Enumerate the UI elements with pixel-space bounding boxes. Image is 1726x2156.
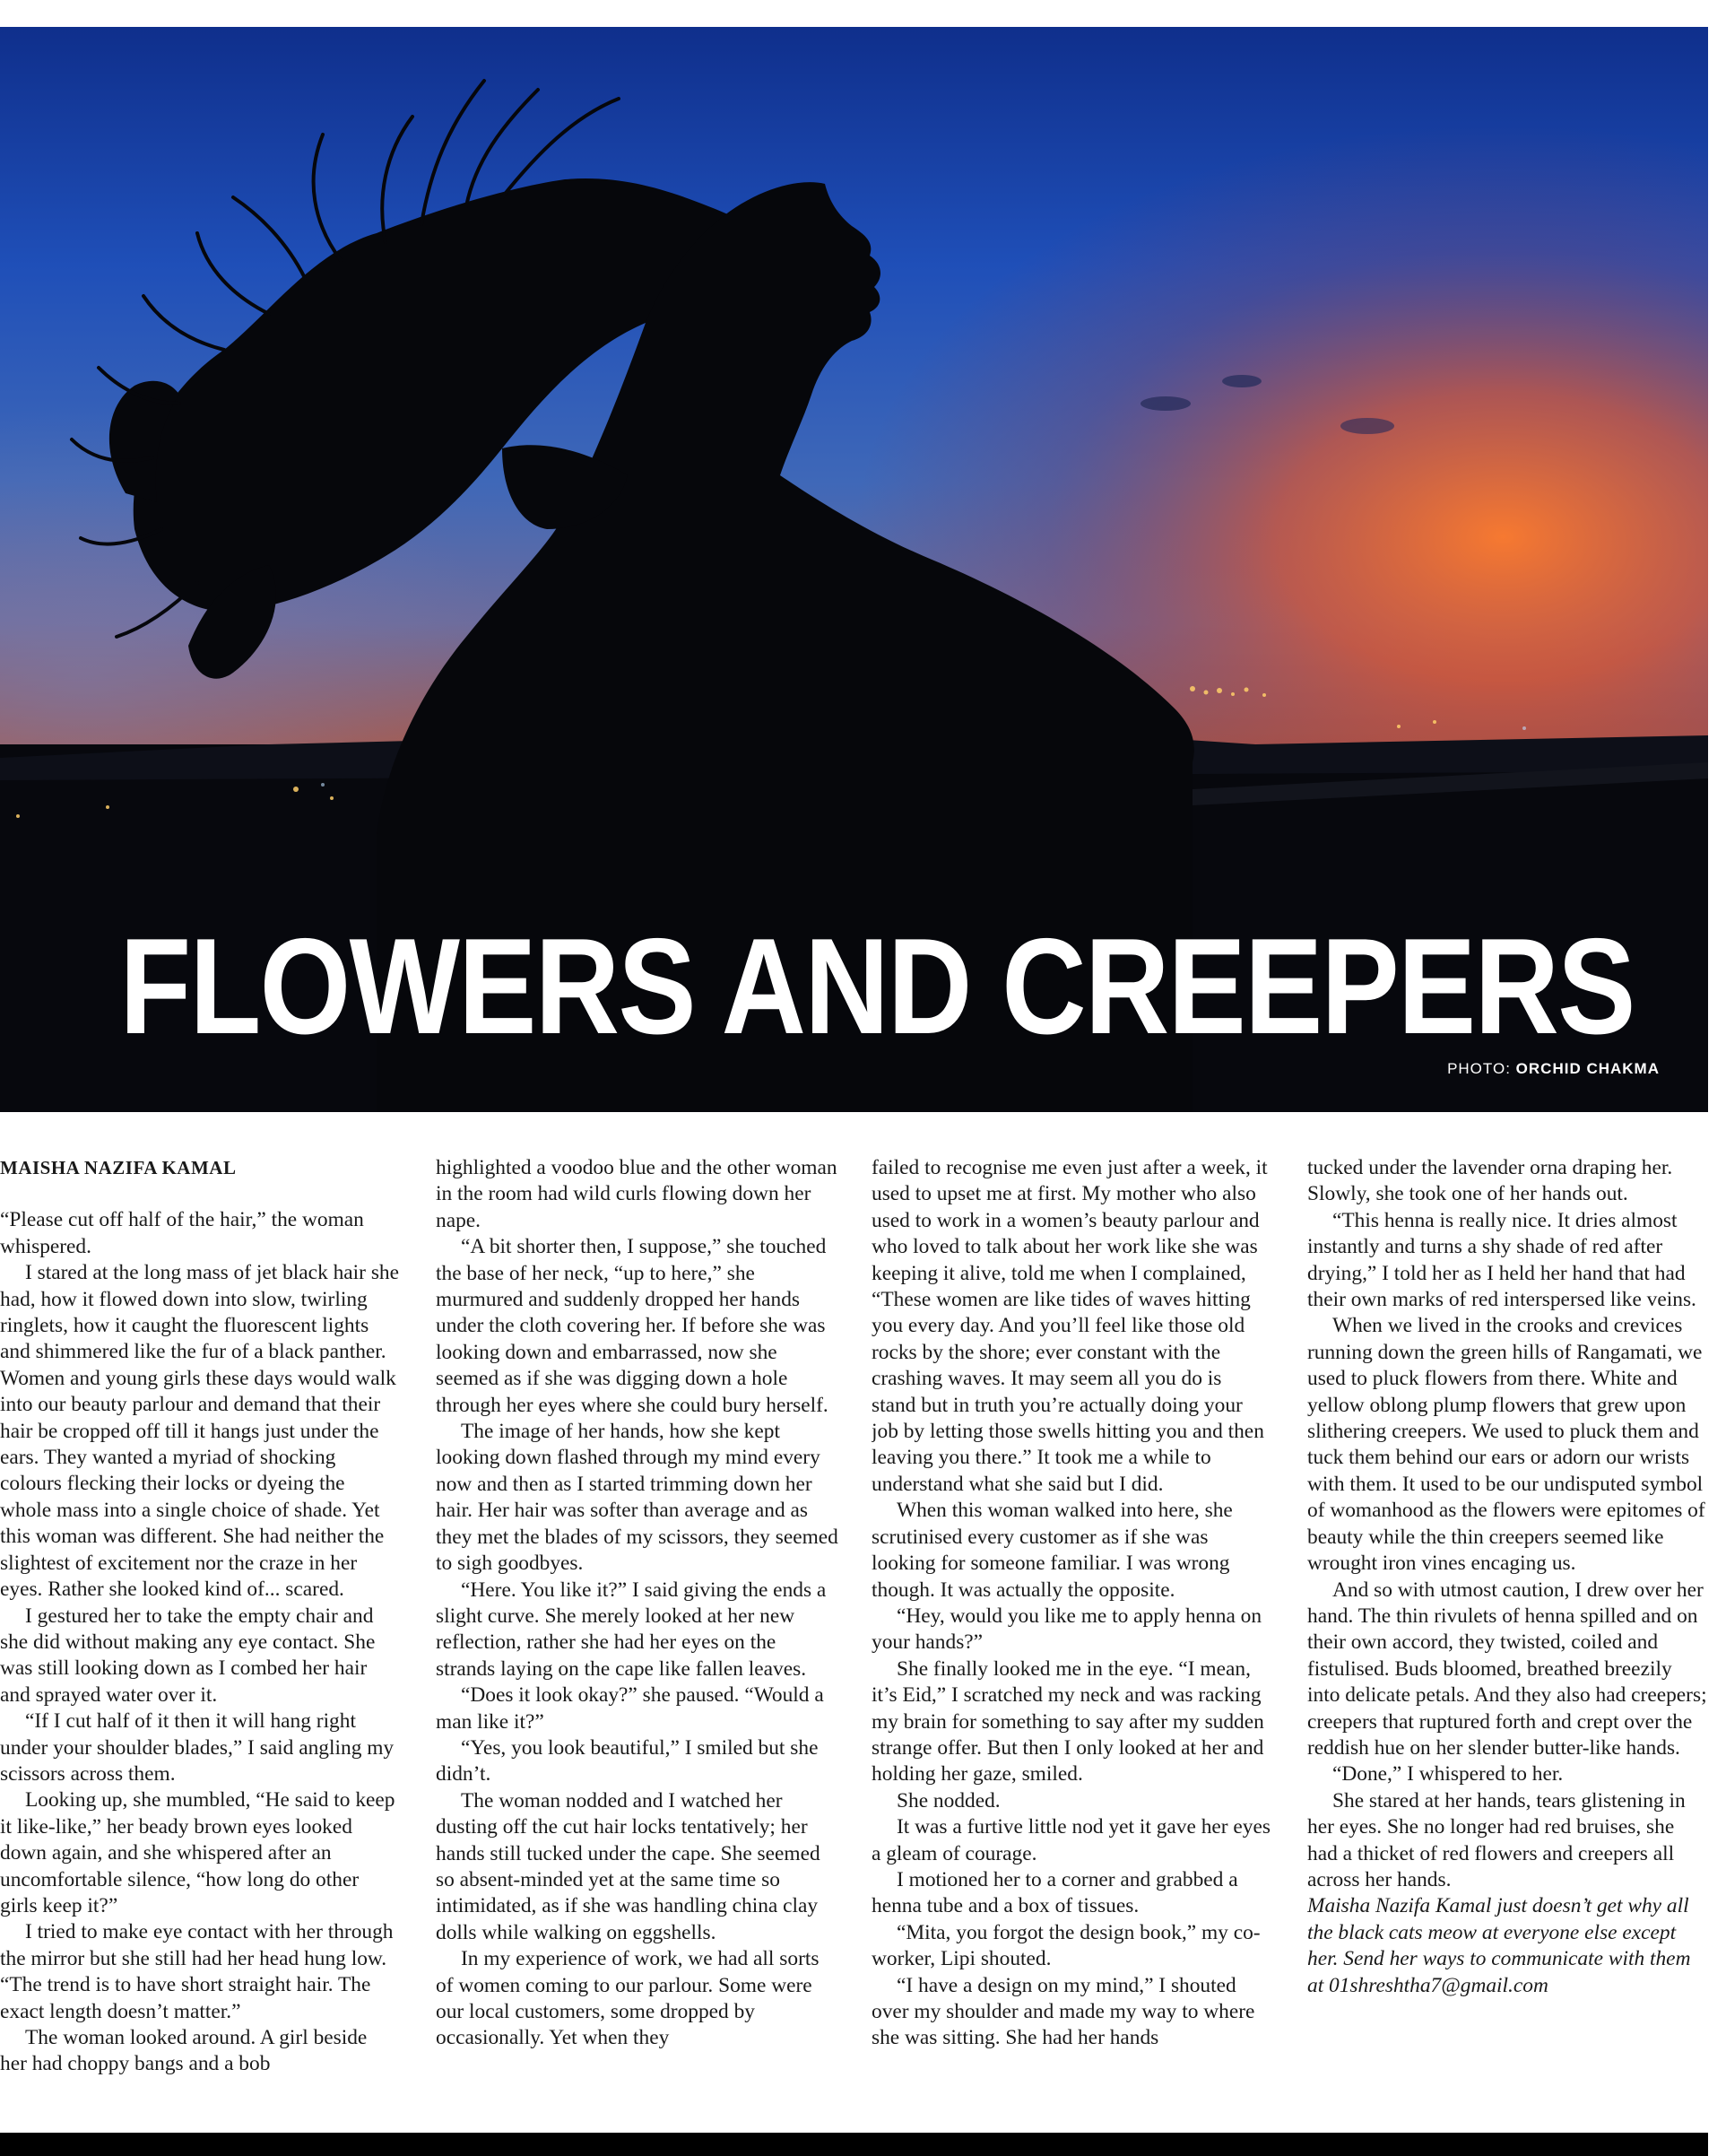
paragraph: When this woman walked into here, she scrutinised every customer as if she was looking for someone familiar. I was wrong though. It was actually the opposite. xyxy=(872,1499,1233,1602)
headline: FLOWERS AND CREEPERS xyxy=(119,910,1635,1063)
paragraph: tucked under the lavender orna draping her. Slowly, she took one of her hands out. xyxy=(1307,1156,1673,1206)
paragraph: “A bit shorter then, I suppose,” she touched the base of her neck, “up to here,” she murmured and suddenly dropped her hands under the cloth covering her. If before she was looking down and embarrassed, now she seemed as if she was digging down a hole through her eyes where she could bury herself. xyxy=(436,1235,828,1417)
paragraph: “Yes, you look beautiful,” I smiled but she didn’t. xyxy=(436,1735,819,1787)
photo-credit xyxy=(1447,1060,1660,1078)
paragraph: I tried to make eye contact with her through the mirror but she still had her head hung low. “The trend is to have short straight hair. The exact length doesn’t matter.” xyxy=(0,1920,394,2023)
paragraph: I gestured her to take the empty chair and she did without making any eye contact. She was still looking down as I combed her hair and sprayed water over it. xyxy=(0,1604,376,1707)
paragraph: “Done,” I whispered to her. xyxy=(1332,1762,1564,1787)
paragraph: I stared at the long mass of jet black hair she had, how it flowed down into slow, twirling ringlets, how it caught the fluorescent lights and shimmered like the fur of a black panther. Women and young girls these days would walk into our beauty parlour and demand that their hair be cropped off till it hangs just under the ears. They wanted a myriad of shocking colours flecking their locks or dyeing the whole mass into a single choice of shade. Yet this woman was different. She had neither the slightest of excitement nor the craze in her eyes. Rather she looked kind of... scared. xyxy=(0,1261,399,1602)
paragraph: I motioned her to a corner and grabbed a henna tube and a box of tissues. xyxy=(872,1867,1238,1918)
paragraph: “Does it look okay?” she paused. “Would a man like it?” xyxy=(436,1683,824,1734)
paragraph: She nodded. xyxy=(897,1788,1001,1813)
paragraph: The woman looked around. A girl beside her had choppy bangs and a bob xyxy=(0,2026,368,2076)
hero-photo xyxy=(0,27,1708,1112)
photo-credit-name: ORCHID CHAKMA xyxy=(1515,1060,1660,1077)
article-column-1 xyxy=(0,1155,399,2133)
paragraph: She stared at her hands, tears glistening in her eyes. She no longer had red bruises, she had a thicket of red flowers and creepers all across her hands. xyxy=(1307,1788,1686,1891)
paragraph: “Here. You like it?” I said giving the ends a slight curve. She merely looked at her new reflection, rather she had her eyes on the strands laying on the cape like fallen leaves. xyxy=(436,1578,827,1681)
page-right-margin xyxy=(1708,0,1726,2156)
paragraph: And so with utmost caution, I drew over her hand. The thin rivulets of henna spilled and on their own accord, they twisted, coiled and fistulised. Buds bloomed, breathed breezily into delicate petals. And they also had creepers; creepers that ruptured forth and crept over the reddish hue on her slender butter-like hands. xyxy=(1307,1578,1707,1760)
paragraph: The woman nodded and I watched her dusting off the cut hair locks tentatively; her hands still tucked under the cape. She seemed so absent-minded yet at the same time so intimidated, as if she was handling china clay dolls while walking on eggshells. xyxy=(436,1788,820,1944)
page-bottom-border xyxy=(0,2133,1726,2156)
paragraph: “Hey, would you like me to apply henna on your hands?” xyxy=(872,1604,1262,1655)
paragraph: “I have a design on my mind,” I shouted over my shoulder and made my way to where she was sitting. She had her hands xyxy=(872,1973,1255,2050)
paragraph: “Please cut off half of the hair,” the woman whispered. xyxy=(0,1208,364,1258)
paragraph: In my experience of work, we had all sorts of women coming to our parlour. Some were our local customers, some dropped by occasionally. Yet when they xyxy=(436,1947,820,2050)
article-column-3 xyxy=(872,1155,1271,2133)
paragraph: Looking up, she mumbled, “He said to keep it like-like,” her beady brown eyes looked down again, and she whispered after an uncomfortable silence, “how long do other girls keep it?” xyxy=(0,1788,395,1917)
photo-credit-label: PHOTO: xyxy=(1447,1060,1511,1077)
article-column-4 xyxy=(1307,1155,1708,2133)
paragraph: It was a furtive little nod yet it gave her eyes a gleam of courage. xyxy=(872,1815,1271,1865)
paragraph: “This henna is really nice. It dries almost instantly and turns a shy shade of red after drying,” I told her as I held her hand that had their own marks of red interspersed like veins. xyxy=(1307,1208,1696,1312)
paragraph: failed to recognise me even just after a week, it used to upset me at first. My mother who also used to work in a women’s beauty parlour and who loved to talk about her work like she was keeping it alive, told me when I complained, “These women are like tides of waves hitting you every day. And you’ll feel like those old rocks by the shore; ever constant with the crashing waves. It may seem all you do is stand but in truth you’re actually doing your job by letting those swells hitting you and then leaving you there.” It took me a while to understand what she said but I did. xyxy=(872,1156,1268,1496)
paragraph: She finally looked me in the eye. “I mean, it’s Eid,” I scratched my neck and was racking my brain for something to say after my sudden strange offer. But then I only looked at her and holding her gaze, smiled. xyxy=(872,1656,1264,1787)
paragraph: The image of her hands, how she kept looking down flashed through my mind every now and then as I started trimming down her hair. Her hair was softer than average and as they met the blades of my scissors, they seemed to sigh goodbyes. xyxy=(436,1420,838,1576)
paragraph: When we lived in the crooks and crevices running down the green hills of Rangamati, we used to pluck flowers from there. White and yellow oblong plump flowers that grew upon slithering creepers. We used to pluck them and tuck them behind our ears or adorn our wrists with them. It used to be our undisputed symbol of womanhood as the flowers were epitomes of beauty while the thin creepers seemed like wrought iron vines encaging us. xyxy=(1307,1314,1705,1576)
author-bio: Maisha Nazifa Kamal just doesn’t get why all the black cats meow at everyone else except her. Send her ways to communicate with them at 01shreshtha7@gmail.com xyxy=(1307,1894,1691,1997)
paragraph: “Mita, you forgot the design book,” my co-worker, Lipi shouted. xyxy=(872,1920,1261,1971)
article-body xyxy=(0,1155,1708,2133)
paragraph: highlighted a voodoo blue and the other woman in the room had wild curls flowing down her nape. xyxy=(436,1156,837,1232)
byline: MAISHA NAZIFA KAMAL xyxy=(0,1157,237,1178)
paragraph: “If I cut half of it then it will hang right under your shoulder blades,” I said angling my scissors across them. xyxy=(0,1709,395,1786)
article-column-2 xyxy=(436,1155,839,2133)
